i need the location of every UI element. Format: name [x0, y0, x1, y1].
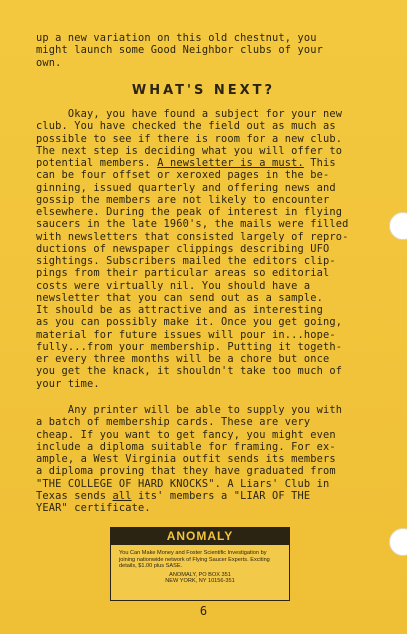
main-line: Okay, you have found a subject for your new	[36, 108, 343, 120]
intro-line: own.	[36, 56, 62, 69]
printer-line: "THE COLLEGE OF HARD KNOCKS". A Liars' Club in	[36, 477, 330, 490]
main-line: It should be as attractive and as interesting	[36, 304, 323, 316]
main-line: your time.	[36, 377, 100, 390]
all-emphasis: all	[112, 489, 132, 502]
main-line: with newsletters that consisted largely of repro-	[36, 230, 349, 243]
main-line: The next step is deciding what you will offer to	[36, 144, 343, 157]
section-heading: WHAT'S NEXT?	[131, 83, 276, 98]
main-line: er every three months will be a chore but once	[36, 353, 330, 365]
main-line: elsewhere. During the peak of interest in flying	[36, 206, 343, 218]
punch-hole	[389, 528, 407, 556]
main-line: potential members.	[36, 157, 151, 169]
printer-line: a diploma proving that they have graduated from	[36, 465, 336, 478]
ad-address	[111, 572, 289, 585]
main-line: costs were virtually nil. You should have a	[36, 279, 311, 292]
printer-line: cheap. If you want to get fancy, you might even	[36, 428, 336, 441]
main-line: pings from their particular areas so editorial	[36, 267, 330, 280]
printer-line: Texas sends	[36, 489, 113, 502]
main-line: fully...from your membership. Putting it togeth-	[36, 340, 343, 353]
printer-line: its' members a "LIAR OF THE	[131, 489, 311, 502]
printer-line: include a diploma suitable for framing. For ex-	[36, 440, 336, 453]
ad-address-line: NEW YORK, NY 10156-351	[165, 578, 235, 585]
printer-line: ample, a West Virginia outfit sends its members	[36, 453, 336, 465]
printer-line: a batch of membership cards. These are very	[36, 416, 311, 429]
printer-paragraph	[36, 404, 394, 514]
ad-title: ANOMALY	[111, 528, 289, 545]
main-line: you get the knack, it shouldn't take too much of	[36, 365, 343, 378]
main-line: ductions of newspaper clippings describing UFO	[36, 242, 330, 255]
main-line: ginning, issued quarterly and offering news and	[36, 181, 336, 194]
main-line: possible to see if there is room for a new club.	[36, 132, 343, 145]
intro-line: might launch some Good Neighbor clubs of your	[36, 44, 323, 57]
page-number: 6	[199, 604, 208, 618]
main-line: saucers in the late 1960's, the mails were filled	[36, 218, 349, 231]
main-paragraph	[36, 108, 394, 390]
main-line: can be four offset or xeroxed pages in the be-	[36, 169, 330, 182]
main-line: club. You have checked the field out as much as	[36, 120, 336, 133]
printer-line: Any printer will be able to supply you with	[36, 404, 343, 416]
intro-paragraph	[36, 32, 394, 69]
main-line: newsletter that you can send out as a sample.	[36, 291, 323, 304]
intro-line: up a new variation on this old chestnut, you	[36, 32, 317, 44]
anomaly-ad	[110, 527, 290, 601]
main-line: gossip the members are not likely to encounter	[36, 193, 330, 206]
printer-line: YEAR" certificate.	[36, 502, 151, 514]
newsletter-emphasis: A newsletter is a must.	[157, 157, 304, 169]
main-line: This	[303, 157, 336, 169]
ad-address-line: ANOMALY, PO BOX 351	[169, 571, 231, 578]
ad-body: You Can Make Money and Foster Scientific Investigation by joining nationwide network of Flying Saucer Experts. Exciting details, $1.00 plus SASE.	[119, 550, 270, 570]
main-line: as you can possibly make it. Once you get going,	[36, 316, 343, 329]
main-line: sightings. Subscribers mailed the editors clip-	[36, 255, 336, 267]
main-line: material for future issues will pour in...hope-	[36, 328, 336, 341]
